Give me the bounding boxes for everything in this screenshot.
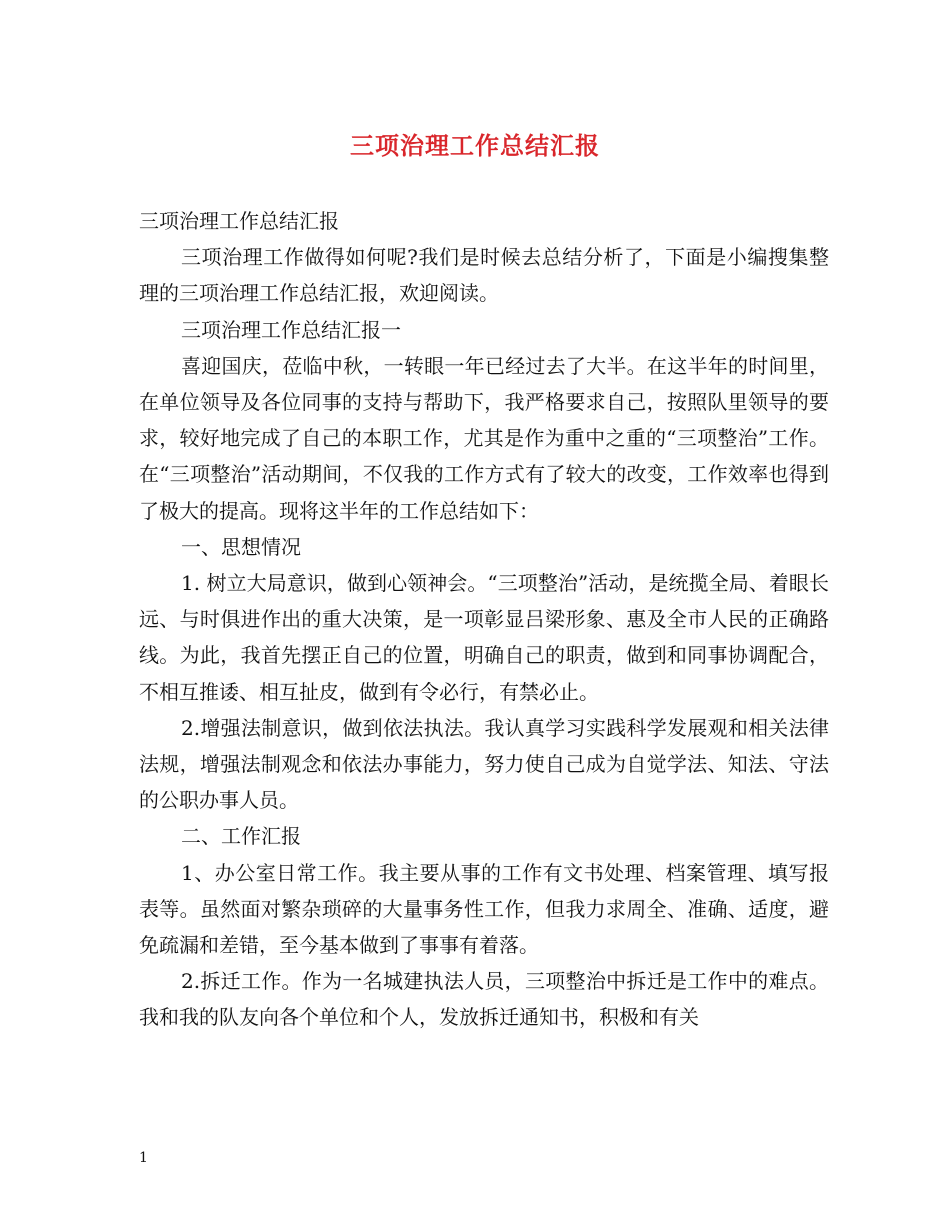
paragraph-item-1: 1. 树立大局意识，做到心领神会。“三项整治”活动，是统揽全局、着眼长远、与时俱进作出的重大决策，是一项彰显吕梁形象、惠及全市人民的正确路线。为此，我首先摆正自己的位置，明确自己的职责，做到和同事协调配合，不相互推诿、相互扯皮，做到有令必行，有禁必止。 bbox=[139, 571, 829, 704]
section-heading-report-one: 三项治理工作总结汇报一 bbox=[181, 317, 401, 342]
paragraph-item-2: 2.增强法制意识，做到依法执法。我认真学习实践科学发展观和相关法律法规，增强法制观念和依法办事能力，努力使自己成为自觉学法、知法、守法的公职办事人员。 bbox=[139, 715, 829, 813]
paragraph-intro: 三项治理工作做得如何呢?我们是时候去总结分析了，下面是小编搜集整理的三项治理工作总结汇报，欢迎阅读。 bbox=[139, 245, 829, 306]
document-title: 三项治理工作总结汇报 bbox=[350, 131, 600, 160]
paragraph-office-work: 1、办公室日常工作。我主要从事的工作有文书处理、档案管理、填写报表等。虽然面对繁杂琐碎的大量事务性工作，但我力求周全、准确、适度，避免疏漏和差错，至今基本做到了事事有着落。 bbox=[139, 860, 829, 958]
section-heading-work-report: 二、工作汇报 bbox=[181, 824, 301, 849]
document-body bbox=[139, 203, 829, 1036]
paragraph-opening: 喜迎国庆，莅临中秋，一转眼一年已经过去了大半。在这半年的时间里，在单位领导及各位同事的支持与帮助下，我严格要求自己，按照队里领导的要求，较好地完成了自己的本职工作，尤其是作为重中之重的“三项整治”工作。在“三项整治”活动期间，不仅我的工作方式有了较大的改变，工作效率也得到了极大的提高。现将这半年的工作总结如下： bbox=[139, 353, 829, 523]
paragraph-demolition-work: 2.拆迁工作。作为一名城建执法人员，三项整治中拆迁是工作中的难点。我和我的队友向各个单位和个人，发放拆迁通知书，积极和有关 bbox=[139, 969, 829, 1030]
document-subtitle: 三项治理工作总结汇报 bbox=[139, 209, 339, 233]
page-number: 1 bbox=[139, 1150, 148, 1166]
section-heading-thoughts: 一、思想情况 bbox=[181, 534, 301, 559]
